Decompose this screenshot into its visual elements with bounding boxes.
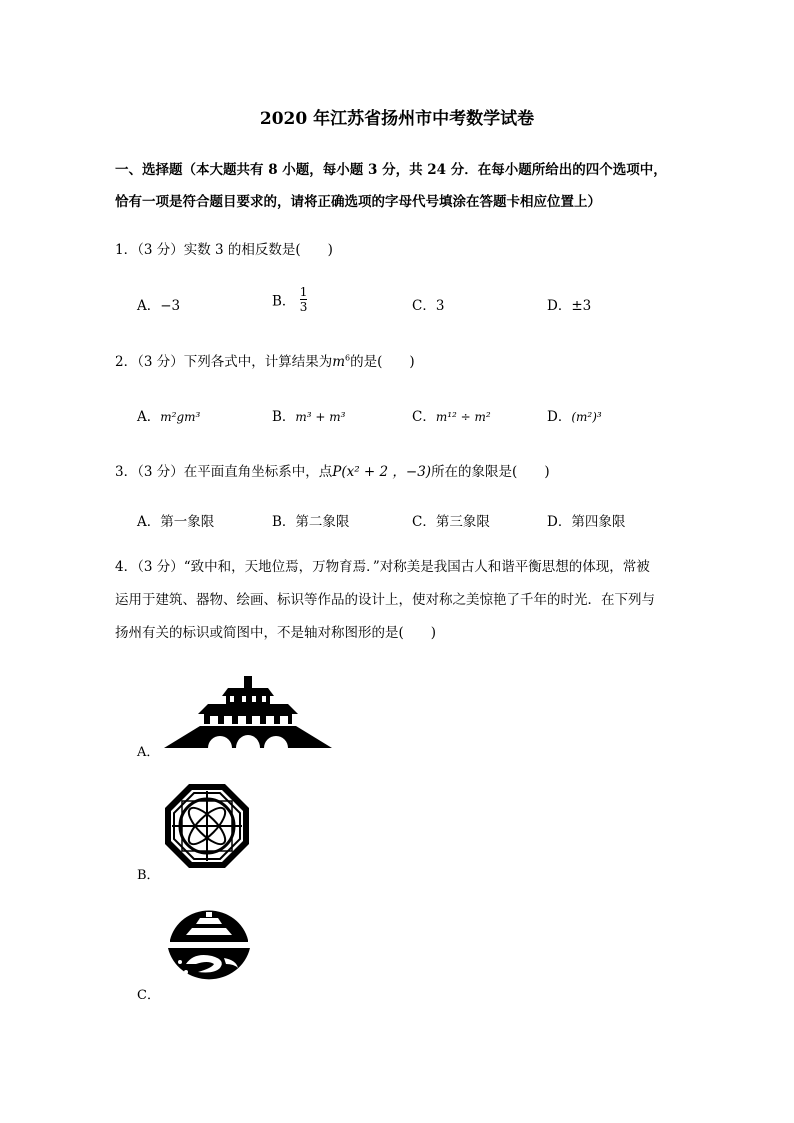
q1-option-b: [272, 285, 307, 314]
q3-stem-text-before: 3．（3 分）在平面直角坐标系中，点: [115, 464, 333, 480]
section-heading-line-1: 一、选择题（本大题共有 8 小题，每小题 3 分，共 24 分．在每小题所给出的四个选项中，: [115, 162, 667, 178]
q2-option-a-label: A．: [137, 409, 161, 425]
q1-option-d: [547, 294, 591, 314]
q2-option-b-label: B．: [272, 409, 296, 425]
question-1-stem: 1．（3 分）实数 3 的相反数是( ): [115, 242, 333, 258]
q1-option-d-label: D．: [547, 298, 572, 314]
q3-option-b: B．第二象限: [272, 514, 350, 530]
pavilion-bridge-figure: [164, 674, 332, 750]
q1-option-b-numerator: 1: [299, 285, 308, 299]
q2-option-d-label: D．: [547, 409, 572, 425]
q3-option-c: C．第三象限: [412, 514, 490, 530]
q2-option-b-value: m³ + m³: [295, 410, 346, 424]
q4-option-b-label: B．: [137, 868, 160, 883]
octagonal-window-figure: [164, 783, 250, 869]
q1-option-a: [137, 294, 180, 314]
question-3-stem: [115, 460, 550, 480]
q2-option-c-label: C．: [412, 409, 436, 425]
q4-option-a-label: A．: [137, 745, 160, 760]
q3-option-d: D．第四象限: [547, 514, 626, 530]
q2-option-c: [412, 405, 491, 425]
q1-option-a-label: A．: [137, 298, 161, 314]
q2-option-b: [272, 405, 345, 425]
q1-option-c: [412, 294, 444, 314]
question-4-line-1: 4．（3 分）“致中和，天地位焉，万物育焉．”对称美是我国古人和谐平衡思想的体现，常被: [115, 559, 650, 575]
question-2-stem: [115, 350, 415, 370]
q2-stem-text-before: 2．（3 分）下列各式中，计算结果为: [115, 354, 333, 370]
q1-option-c-label: C．: [412, 298, 436, 314]
q1-option-b-denominator: 3: [299, 300, 308, 314]
q2-stem-exponent: 6: [345, 353, 351, 363]
section-heading-line-2: 恰有一项是符合题目要求的，请将正确选项的字母代号填涂在答题卡相应位置上）: [115, 194, 601, 210]
q2-option-d: [547, 405, 602, 425]
q1-option-c-value: 3: [435, 298, 445, 314]
page-title: 2020 年江苏省扬州市中考数学试卷: [259, 109, 535, 129]
q2-stem-math: m: [332, 354, 346, 370]
q2-option-d-value: (m²)³: [571, 410, 602, 424]
q1-option-b-label: B．: [272, 293, 296, 310]
q2-option-a-value: m²gm³: [160, 410, 201, 424]
q1-option-b-fraction: [300, 285, 308, 314]
q3-option-a: A．第一象限: [137, 514, 215, 530]
q1-option-a-value: −3: [160, 298, 181, 314]
emblem-figure: [164, 902, 254, 992]
q4-option-c-label: C．: [137, 988, 160, 1003]
q3-stem-text-after: 所在的象限是( ): [431, 464, 550, 480]
q3-stem-math: P(x² + 2 ，−3): [332, 464, 432, 480]
q2-stem-text-after: 的是( ): [350, 354, 415, 370]
q2-option-c-value: m¹² ÷ m²: [435, 410, 491, 424]
question-4-line-2: 运用于建筑、器物、绘画、标识等作品的设计上，使对称之美惊艳了千年的时光．在下列与: [115, 592, 655, 608]
question-4-line-3: 扬州有关的标识或简图中，不是轴对称图形的是( ): [115, 625, 437, 641]
q1-option-d-value: ±3: [571, 298, 592, 314]
q2-option-a: [137, 405, 200, 425]
